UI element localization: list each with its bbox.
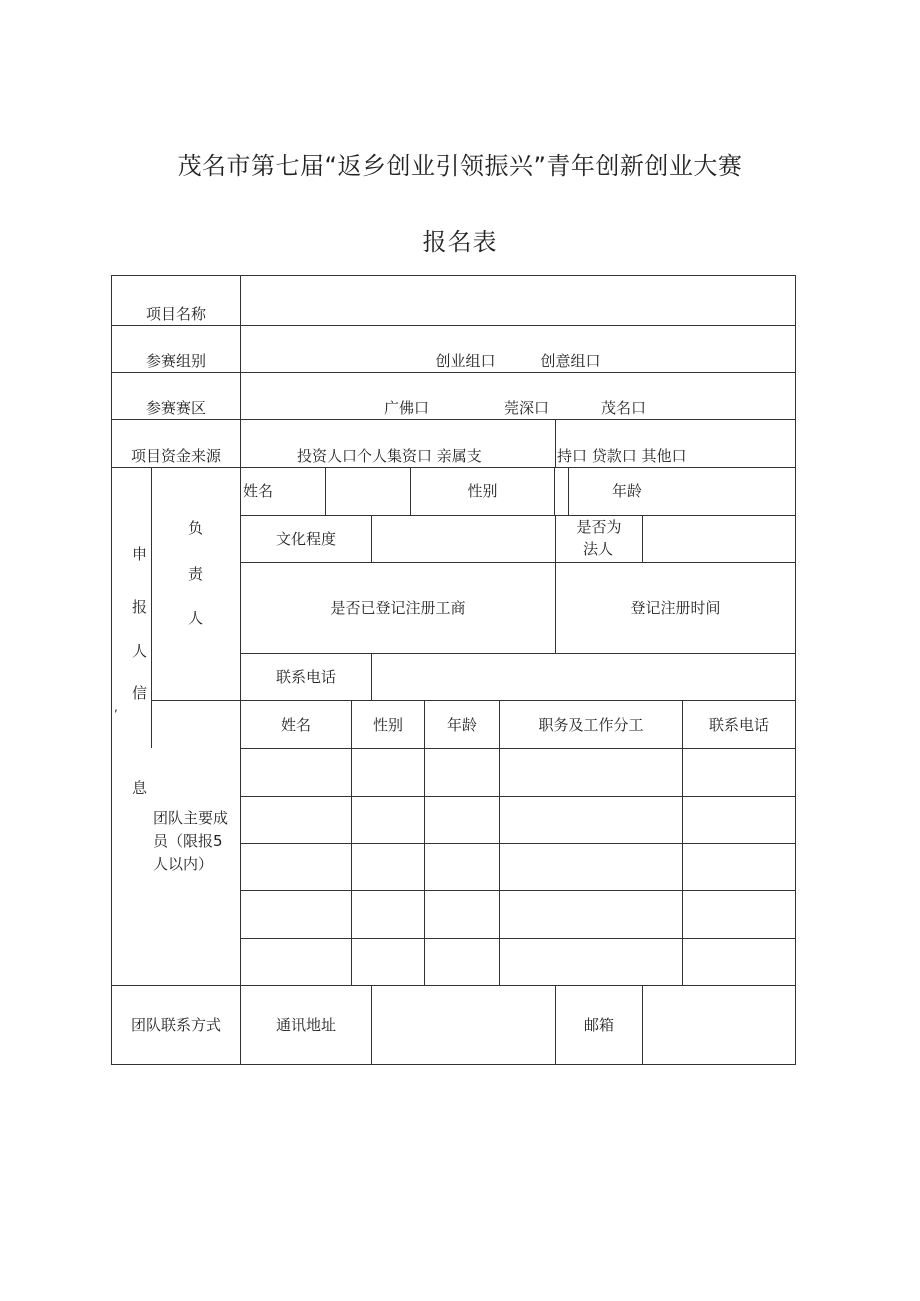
funding-options-right: 持口 贷款口 其他口 (557, 447, 687, 465)
leader-name-label: 姓名 (243, 482, 274, 500)
team-header-gender: 性别 (372, 716, 403, 734)
column-divider (371, 653, 372, 700)
leader-phone-label: 联系电话 (275, 668, 336, 686)
document-subtitle: 报名表 (422, 228, 498, 256)
row-divider (111, 372, 796, 373)
leader-char: 人 (188, 609, 204, 627)
project-name-label: 项目名称 (145, 305, 206, 323)
team-header-role: 职务及工作分工 (538, 716, 644, 734)
registered-label: 是否已登记注册工商 (330, 599, 466, 617)
row-divider (240, 843, 796, 844)
leader-gender-label: 性别 (467, 482, 498, 500)
legal-person-label-line1: 是否为 (576, 518, 622, 536)
column-divider (371, 515, 372, 562)
column-divider (151, 467, 152, 748)
column-divider (325, 467, 326, 515)
column-divider (554, 467, 555, 515)
row-divider (240, 653, 796, 654)
table-border-right (795, 275, 796, 1065)
column-divider (371, 985, 372, 1065)
row-divider (111, 325, 796, 326)
legal-person-label-line2: 法人 (583, 540, 614, 558)
leader-char: 责 (188, 565, 204, 583)
column-divider (555, 419, 556, 467)
applicant-section-char: 人 (132, 642, 148, 660)
region-option-guanshen: 莞深口 (504, 399, 550, 417)
column-divider (351, 700, 352, 985)
team-label-line2: 员（限报5 (153, 832, 223, 850)
leader-age-label: 年龄 (611, 482, 642, 500)
address-label: 通讯地址 (275, 1016, 336, 1034)
education-label: 文化程度 (275, 530, 336, 548)
document-title: 茂名市第七届“返乡创业引领振兴”青年创新创业大赛 (177, 152, 743, 180)
region-label: 参赛赛区 (145, 399, 206, 417)
funding-label: 项目资金来源 (130, 447, 221, 465)
applicant-section-char: 申 (132, 545, 148, 563)
column-divider (682, 700, 683, 985)
group-options: 创业组口 创意组口 (435, 352, 601, 370)
team-contact-label: 团队联系方式 (130, 1016, 221, 1034)
row-divider (111, 985, 796, 986)
row-divider (240, 796, 796, 797)
applicant-section-char: 报 (132, 598, 148, 616)
register-time-label: 登记注册时间 (630, 599, 721, 617)
stray-comma: , (114, 700, 118, 714)
column-divider (642, 985, 643, 1065)
row-divider (240, 748, 796, 749)
leader-char: 负 (188, 519, 204, 537)
region-option-maoming: 茂名口 (601, 399, 647, 417)
region-option-guangfo: 广佛口 (384, 399, 430, 417)
column-divider (642, 515, 643, 562)
table-border-bottom (111, 1064, 796, 1065)
row-divider (111, 419, 796, 420)
group-label: 参赛组别 (145, 352, 206, 370)
team-header-age: 年龄 (446, 716, 477, 734)
column-divider (499, 700, 500, 985)
team-header-name: 姓名 (280, 716, 311, 734)
applicant-section-char: 息 (132, 779, 148, 797)
row-divider (111, 467, 796, 468)
table-border-left (111, 275, 112, 1065)
table-border-top (111, 275, 796, 276)
row-divider (240, 562, 796, 563)
row-divider (240, 890, 796, 891)
team-label-line3: 人以内） (153, 855, 214, 873)
team-label-line1: 团队主要成 (153, 809, 229, 827)
row-divider (151, 700, 796, 701)
row-divider (240, 515, 796, 516)
funding-options-left: 投资人口个人集资口 亲属支 (297, 447, 482, 465)
team-header-phone: 联系电话 (708, 716, 769, 734)
applicant-section-char: 信 (132, 684, 148, 702)
row-divider (240, 938, 796, 939)
column-divider (424, 700, 425, 985)
email-label: 邮箱 (583, 1016, 614, 1034)
